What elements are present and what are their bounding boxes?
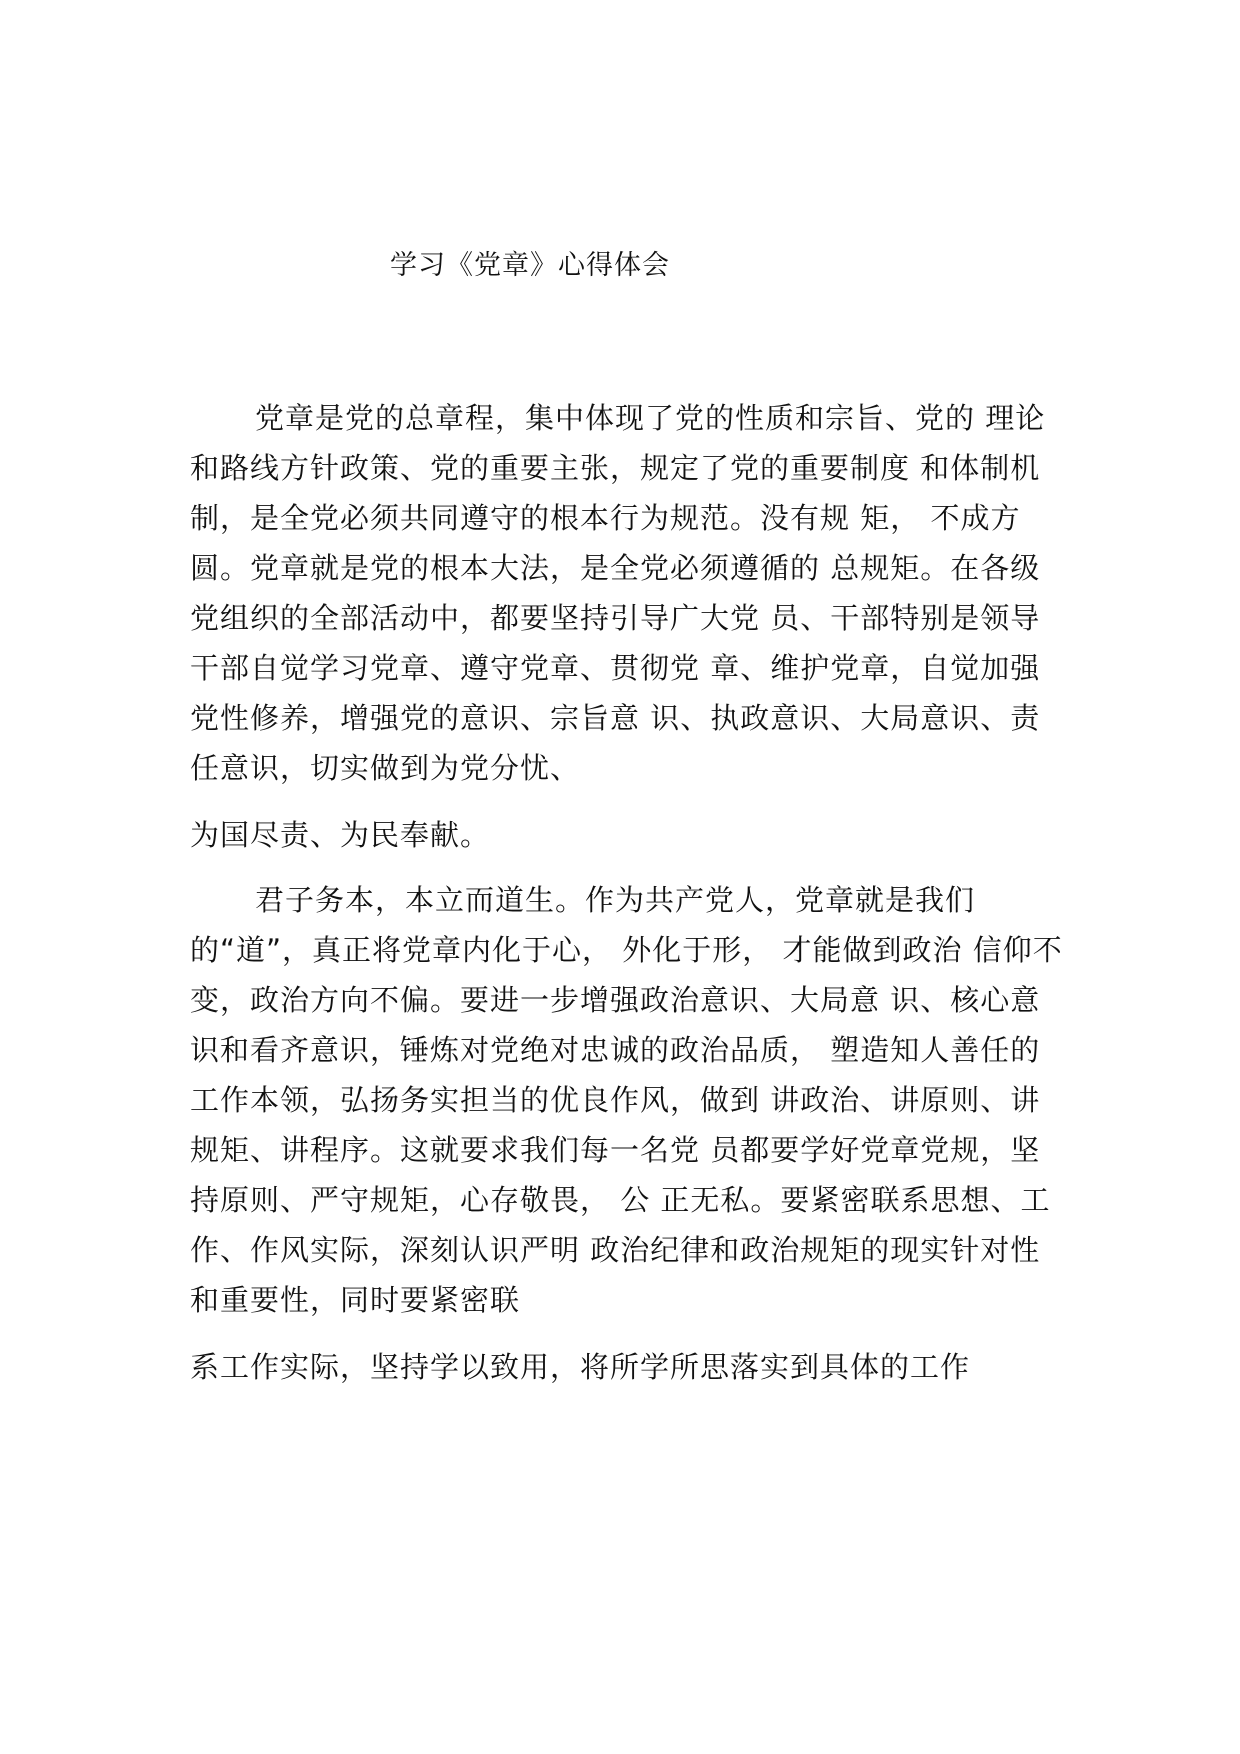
paragraph-line: 变，政治方向不偏。要进一步增强政治意识、大局意 识、核心意: [190, 983, 1041, 1017]
paragraph-line: 规矩、讲程序。这就要求我们每一名党 员都要学好党章党规，坚: [190, 1133, 1041, 1167]
paragraph-line: 和重要性，同时要紧密联: [190, 1283, 521, 1317]
paragraph-line: 作、作风实际，深刻认识严明 政治纪律和政治规矩的现实针对性: [190, 1233, 1041, 1267]
paragraph-line: 系工作实际，坚持学以致用，将所学所思落实到具体的工作: [190, 1350, 971, 1384]
paragraph-line: 党章是党的总章程，集中体现了党的性质和宗旨、党的 理论: [255, 401, 1046, 435]
paragraph-line: 识和看齐意识，锤炼对党绝对忠诚的政治品质， 塑造知人善任的: [190, 1033, 1041, 1067]
document-title: 学习《党章》心得体会: [390, 250, 670, 281]
paragraph-line: 君子务本，本立而道生。作为共产党人，党章就是我们: [255, 883, 976, 917]
paragraph-line: 持原则、严守规矩，心存敬畏， 公 正无私。要紧密联系思想、工: [190, 1183, 1051, 1217]
paragraph-line: 为国尽责、为民奉献。: [190, 818, 491, 852]
paragraph-line: 和路线方针政策、党的重要主张，规定了党的重要制度 和体制机: [190, 451, 1041, 485]
paragraph-line: 党性修养，增强党的意识、宗旨意 识、执政意识、大局意识、责: [190, 701, 1041, 735]
paragraph-line: 任意识，切实做到为党分忧、: [190, 751, 581, 785]
paragraph-line: 干部自觉学习党章、遵守党章、贯彻党 章、维护党章，自觉加强: [190, 651, 1041, 685]
paragraph-line: 的“道”，真正将党章内化于心， 外化于形， 才能做到政治 信仰不: [190, 933, 1063, 967]
paragraph-line: 工作本领，弘扬务实担当的优良作风，做到 讲政治、讲原则、讲: [190, 1083, 1041, 1117]
paragraph-line: 制，是全党必须共同遵守的根本行为规范。没有规 矩， 不成方: [190, 501, 1021, 535]
paragraph-line: 圆。党章就是党的根本大法，是全党必须遵循的 总规矩。在各级: [190, 551, 1041, 585]
paragraph-line: 党组织的全部活动中，都要坚持引导广大党 员、干部特别是领导: [190, 601, 1041, 635]
